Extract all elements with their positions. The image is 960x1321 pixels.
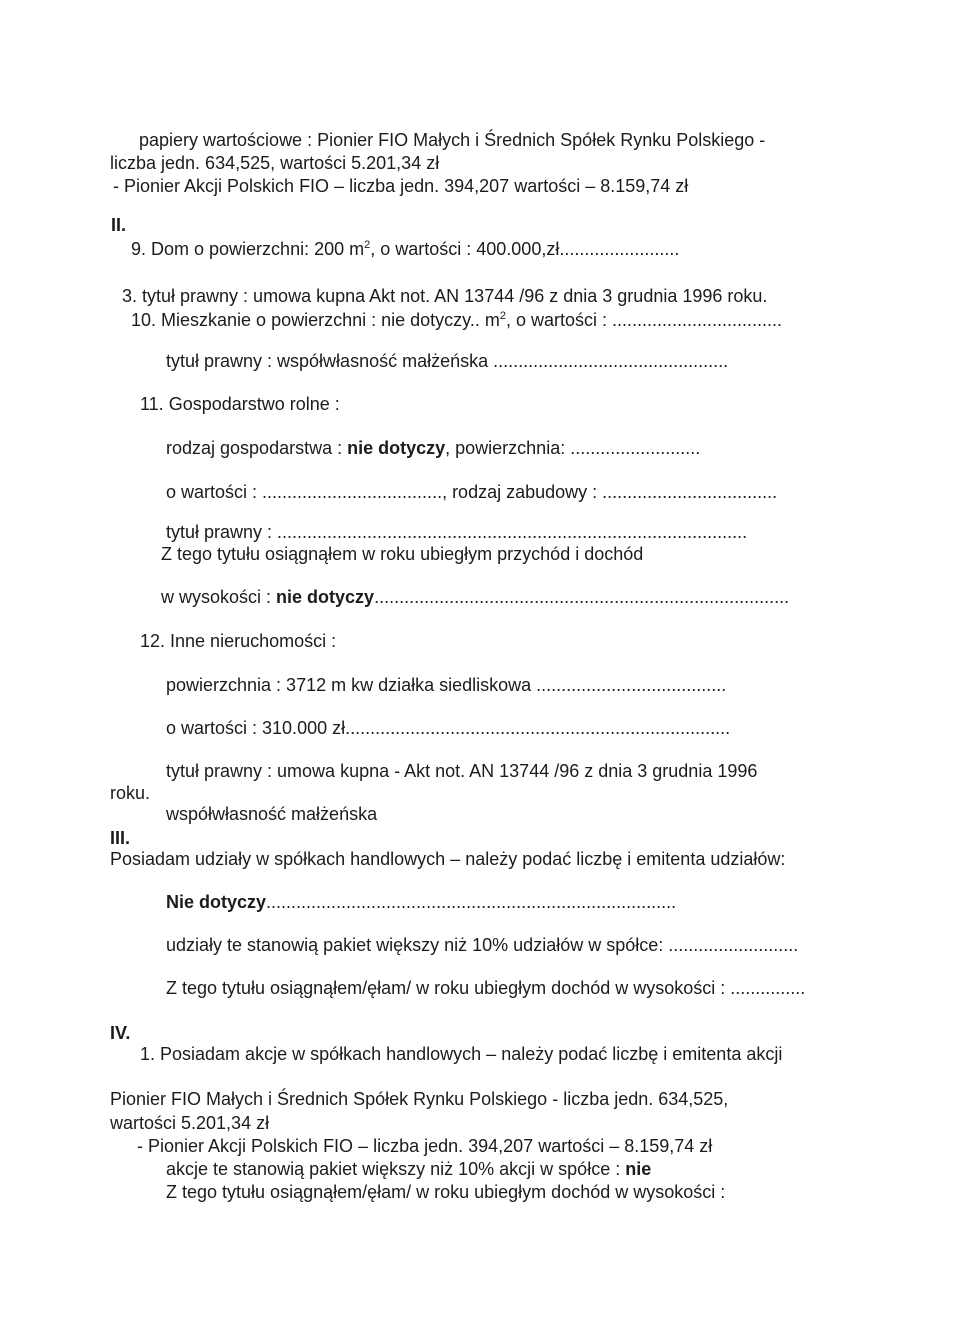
stocks-line-5-a: akcje te stanowią pakiet większy niż 10% akcji w spółce : (166, 1159, 626, 1179)
stocks-line-4: - Pionier Akcji Polskich FIO – liczba jedn. 394,207 wartości – 8.159,74 zł (137, 1136, 713, 1156)
house-line (131, 238, 679, 260)
farm-type-b: nie dotyczy (347, 438, 446, 458)
other-area-line: powierzchnia : 3712 m kw działka siedliskowa ...................................... (166, 675, 727, 695)
joint-ownership-line: współwłasność małżeńska (166, 804, 378, 824)
other-value-line: o wartości : 310.000 zł............................................................................. (166, 718, 731, 738)
farm-amount-b: nie dotyczy (276, 587, 375, 607)
farm-legal-title-line: tytuł prawny : .............................................................................................. (166, 522, 748, 542)
other-property-heading: 12. Inne nieruchomości : (140, 631, 337, 651)
apartment-line (131, 309, 782, 331)
house-line-b: , o wartości : 400.000,zł........................ (370, 239, 680, 259)
sup-squared: 2 (364, 239, 371, 251)
securities-line-3: - Pionier Akcji Polskich FIO – liczba jedn. 394,207 wartości – 8.159,74 zł (113, 176, 689, 196)
farm-type-a: rodzaj gospodarstwa : (166, 438, 348, 458)
stocks-line-2: Pionier FIO Małych i Średnich Spółek Rynku Polskiego - liczba jedn. 634,525, (110, 1089, 729, 1109)
other-legal-title-line: tytuł prawny : umowa kupna - Akt not. AN 13744 /96 z dnia 3 grudnia 1996 (166, 761, 758, 781)
securities-line-2: liczba jedn. 634,525, wartości 5.201,34 zł (110, 153, 440, 173)
shares-package-line: udziały te stanowią pakiet większy niż 10% udziałów w spółce: .......................... (166, 935, 799, 955)
farm-amount-a: w wysokości : (161, 587, 277, 607)
apartment-line-b: , o wartości : .................................. (505, 310, 783, 330)
legal-title-line-2: tytuł prawny : współwłasność małżeńska ............................................... (166, 351, 729, 371)
farm-amount-c: ................................................................................... (374, 587, 790, 607)
farm-amount-line (161, 586, 789, 608)
sup-squared-2: 2 (499, 310, 506, 322)
section-ii-heading: II. (111, 215, 127, 235)
stocks-line-5-b: nie (625, 1159, 652, 1179)
stocks-line-5 (166, 1158, 651, 1180)
stocks-line-3: wartości 5.201,34 zł (110, 1113, 270, 1133)
shares-none-b: .................................................................................. (266, 892, 677, 912)
stocks-line-6: Z tego tytułu osiągnąłem/ęłam/ w roku ubiegłym dochód w wysokości : (166, 1182, 726, 1202)
shares-none-a: Nie dotyczy (166, 892, 267, 912)
farm-heading: 11. Gospodarstwo rolne : (140, 394, 340, 414)
house-line-a: 9. Dom o powierzchni: 200 m (131, 239, 365, 259)
shares-income-line: Z tego tytułu osiągnąłem/ęłam/ w roku ubiegłym dochód w wysokości : ............... (166, 978, 806, 998)
farm-income-line: Z tego tytułu osiągnąłem w roku ubiegłym przychód i dochód (161, 544, 644, 564)
section-iv-heading: IV. (110, 1023, 131, 1043)
year-continuation: roku. (110, 783, 151, 803)
farm-value-line: o wartości : ...................................., rodzaj zabudowy : ................................... (166, 482, 778, 502)
farm-type-c: , powierzchnia: .......................... (445, 438, 701, 458)
shares-line: Posiadam udziały w spółkach handlowych – należy podać liczbę i emitenta udziałów: (110, 849, 786, 869)
section-iii-heading: III. (110, 828, 131, 848)
farm-type-line (166, 437, 700, 459)
securities-line-1: papiery wartościowe : Pionier FIO Małych i Średnich Spółek Rynku Polskiego - (139, 130, 766, 150)
legal-title-line-1: 3. tytuł prawny : umowa kupna Akt not. AN 13744 /96 z dnia 3 grudnia 1996 roku. (122, 286, 768, 306)
shares-none-line (166, 891, 676, 913)
apartment-line-a: 10. Mieszkanie o powierzchni : nie dotyczy.. m (131, 310, 500, 330)
stocks-line-1: 1. Posiadam akcje w spółkach handlowych – należy podać liczbę i emitenta akcji (140, 1044, 783, 1064)
